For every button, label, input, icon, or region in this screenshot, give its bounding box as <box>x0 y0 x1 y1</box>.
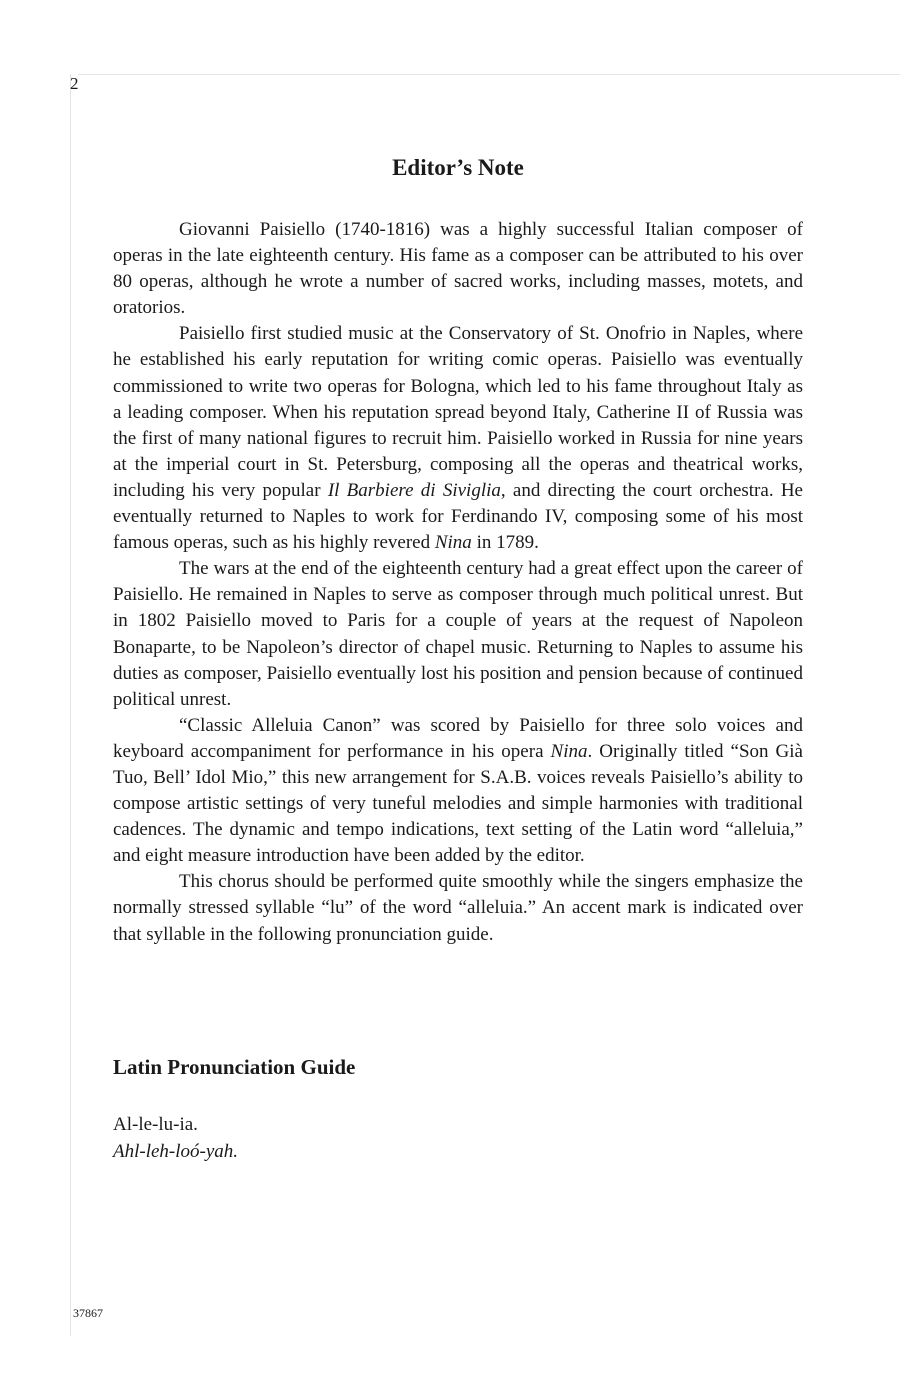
page-number: 2 <box>70 74 79 93</box>
pronunciation-guide <box>113 1111 238 1165</box>
paragraph-text: This chorus should be performed quite smoothly while the singers emphasize the normally stressed syllable “lu” of the word “alleluia.” An accent mark is indicated over that syllable in the following pronunciation guide. <box>113 871 803 945</box>
paragraph-text: The wars at the end of the eighteenth century had a great effect upon the career of Paisiello. He remained in Naples to serve as composer through much political unrest. But in 1802 Paisiello moved to Paris for a couple of years at the request of Napoleon Bonaparte, to be Napoleon’s director of chapel music. Returning to Naples to assume his duties as composer, Paisiello eventually lost his position and pension because of continued political unrest. <box>113 558 803 710</box>
latin-text: Al-le-lu-ia. <box>113 1114 198 1135</box>
editors-note-body <box>113 217 803 948</box>
page-title: Editor’s Note <box>392 155 524 180</box>
paragraph-text: “Classic Alleluia Canon” was scored by Paisiello for three solo voices and keyboard accompaniment for performance in his opera <box>113 714 803 762</box>
paragraph-text: in 1789. <box>471 532 539 554</box>
paragraph-text: , and directing the court orchestra. He eventually returned to Naples to work for Ferdinando IV, composing some of his most famous operas, such as his highly revered <box>113 479 803 554</box>
body-paragraph <box>113 321 803 556</box>
left-margin-rule <box>70 74 71 1336</box>
top-rule <box>78 74 900 75</box>
paragraph-text: . Originally titled “Son Già Tuo, Bell’ Idol Mio,” this new arrangement for S.A.B. voices reveals Paisiello’s ability to compose artistic settings of very tuneful melodies and simple harmonies with traditional cadences. The dynamic and tempo indications, text setting of the Latin word “alleluia,” and eight measure introduction have been added by the editor. <box>113 740 803 867</box>
italic-title: Nina <box>434 532 472 554</box>
catalog-number: 37867 <box>73 1306 103 1320</box>
phonetic-text: Ahl-leh-loó-yah. <box>113 1141 239 1162</box>
italic-title: Il Barbiere di Siviglia <box>327 479 501 501</box>
pronunciation-guide-heading: Latin Pronunciation Guide <box>113 1055 356 1079</box>
paragraph-text: Giovanni Paisiello (1740-1816) was a highly successful Italian composer of operas in the late eighteenth century. His fame as a composer can be attributed to his over 80 operas, although he wrote a number of sacred works, including masses, motets, and oratorios. <box>113 219 803 319</box>
italic-title: Nina <box>550 740 588 762</box>
paragraph-text: Paisiello first studied music at the Conservatory of St. Onofrio in Naples, where he established his early reputation for writing comic operas. Paisiello was eventually commissioned to write two operas for Bologna, which led to his fame throughout Italy as a leading composer. When his reputation spread beyond Italy, Catherine II of Russia was the first of many national figures to recruit him. Paisiello worked in Russia for nine years at the imperial court in St. Petersburg, composing all the operas and theatrical works, including his very popular <box>113 323 803 501</box>
body-paragraph <box>113 217 803 321</box>
body-paragraph <box>113 556 803 713</box>
body-paragraph <box>113 869 803 947</box>
body-paragraph <box>113 713 803 870</box>
